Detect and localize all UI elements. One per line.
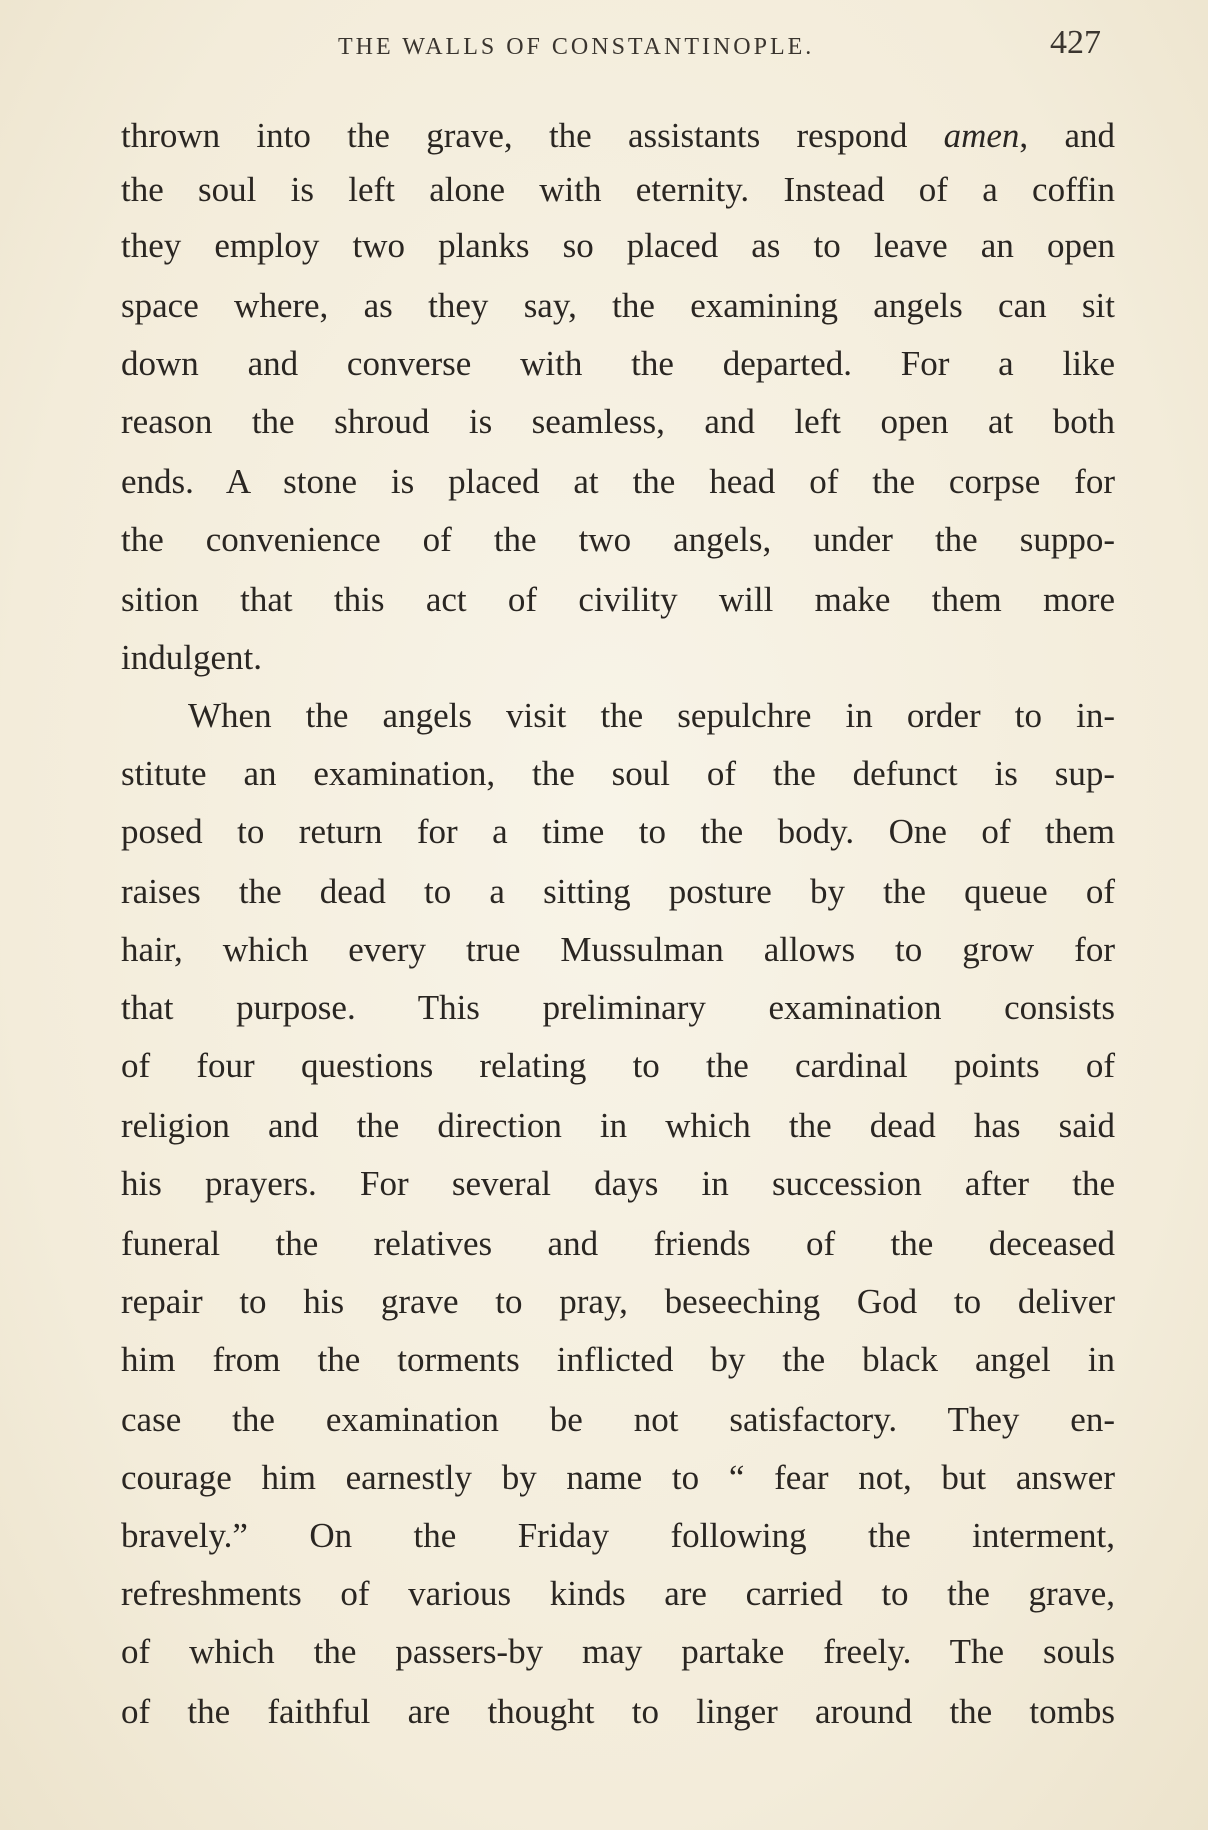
text-line: raises the dead to a sitting posture by the queue of xyxy=(121,872,1115,911)
text-line: case the examination be not satisfactory. They en- xyxy=(121,1400,1115,1439)
text-line: funeral the relatives and friends of the deceased xyxy=(121,1224,1115,1263)
text-line: bravely.” On the Friday following the interment, xyxy=(121,1516,1115,1555)
text-line: his prayers. For several days in succession after the xyxy=(121,1164,1115,1203)
text-line: refreshments of various kinds are carried to the grave, xyxy=(121,1574,1115,1613)
text-line: the convenience of the two angels, under the suppo- xyxy=(121,520,1115,559)
text-line: of which the passers-by may partake freely. The souls xyxy=(121,1632,1115,1671)
text-line: sition that this act of civility will make them more xyxy=(121,580,1115,619)
text-line: repair to his grave to pray, beseeching God to deliver xyxy=(121,1282,1115,1321)
text-line: stitute an examination, the soul of the defunct is sup- xyxy=(121,754,1115,793)
text-line: hair, which every true Mussulman allows to grow for xyxy=(121,930,1115,969)
page-number: 427 xyxy=(1050,24,1101,61)
text-line: of four questions relating to the cardinal points of xyxy=(121,1046,1115,1085)
text-line: religion and the direction in which the dead has said xyxy=(121,1106,1115,1145)
text-line: the soul is left alone with eternity. Instead of a coffin xyxy=(121,170,1115,209)
text-line: thrown into the grave, the assistants respond amen, and xyxy=(121,116,1115,155)
text-line: that purpose. This preliminary examination consists xyxy=(121,988,1115,1027)
text-line: ends. A stone is placed at the head of the corpse for xyxy=(121,462,1115,501)
text-line: indulgent. xyxy=(121,638,262,677)
text-line: When the angels visit the sepulchre in order to in- xyxy=(188,696,1115,735)
text-line: him from the torments inflicted by the black angel in xyxy=(121,1340,1115,1379)
text-line: reason the shroud is seamless, and left open at both xyxy=(121,402,1115,441)
text-line: they employ two planks so placed as to leave an open xyxy=(121,226,1115,265)
text-line: down and converse with the departed. For a like xyxy=(121,344,1115,383)
text-line: courage him earnestly by name to “ fear not, but answer xyxy=(121,1458,1115,1497)
running-head: THE WALLS OF CONSTANTINOPLE. xyxy=(338,34,815,60)
text-line: posed to return for a time to the body. One of them xyxy=(121,812,1115,851)
text-line: of the faithful are thought to linger around the tombs xyxy=(121,1692,1115,1731)
text-line: space where, as they say, the examining angels can sit xyxy=(121,286,1115,325)
